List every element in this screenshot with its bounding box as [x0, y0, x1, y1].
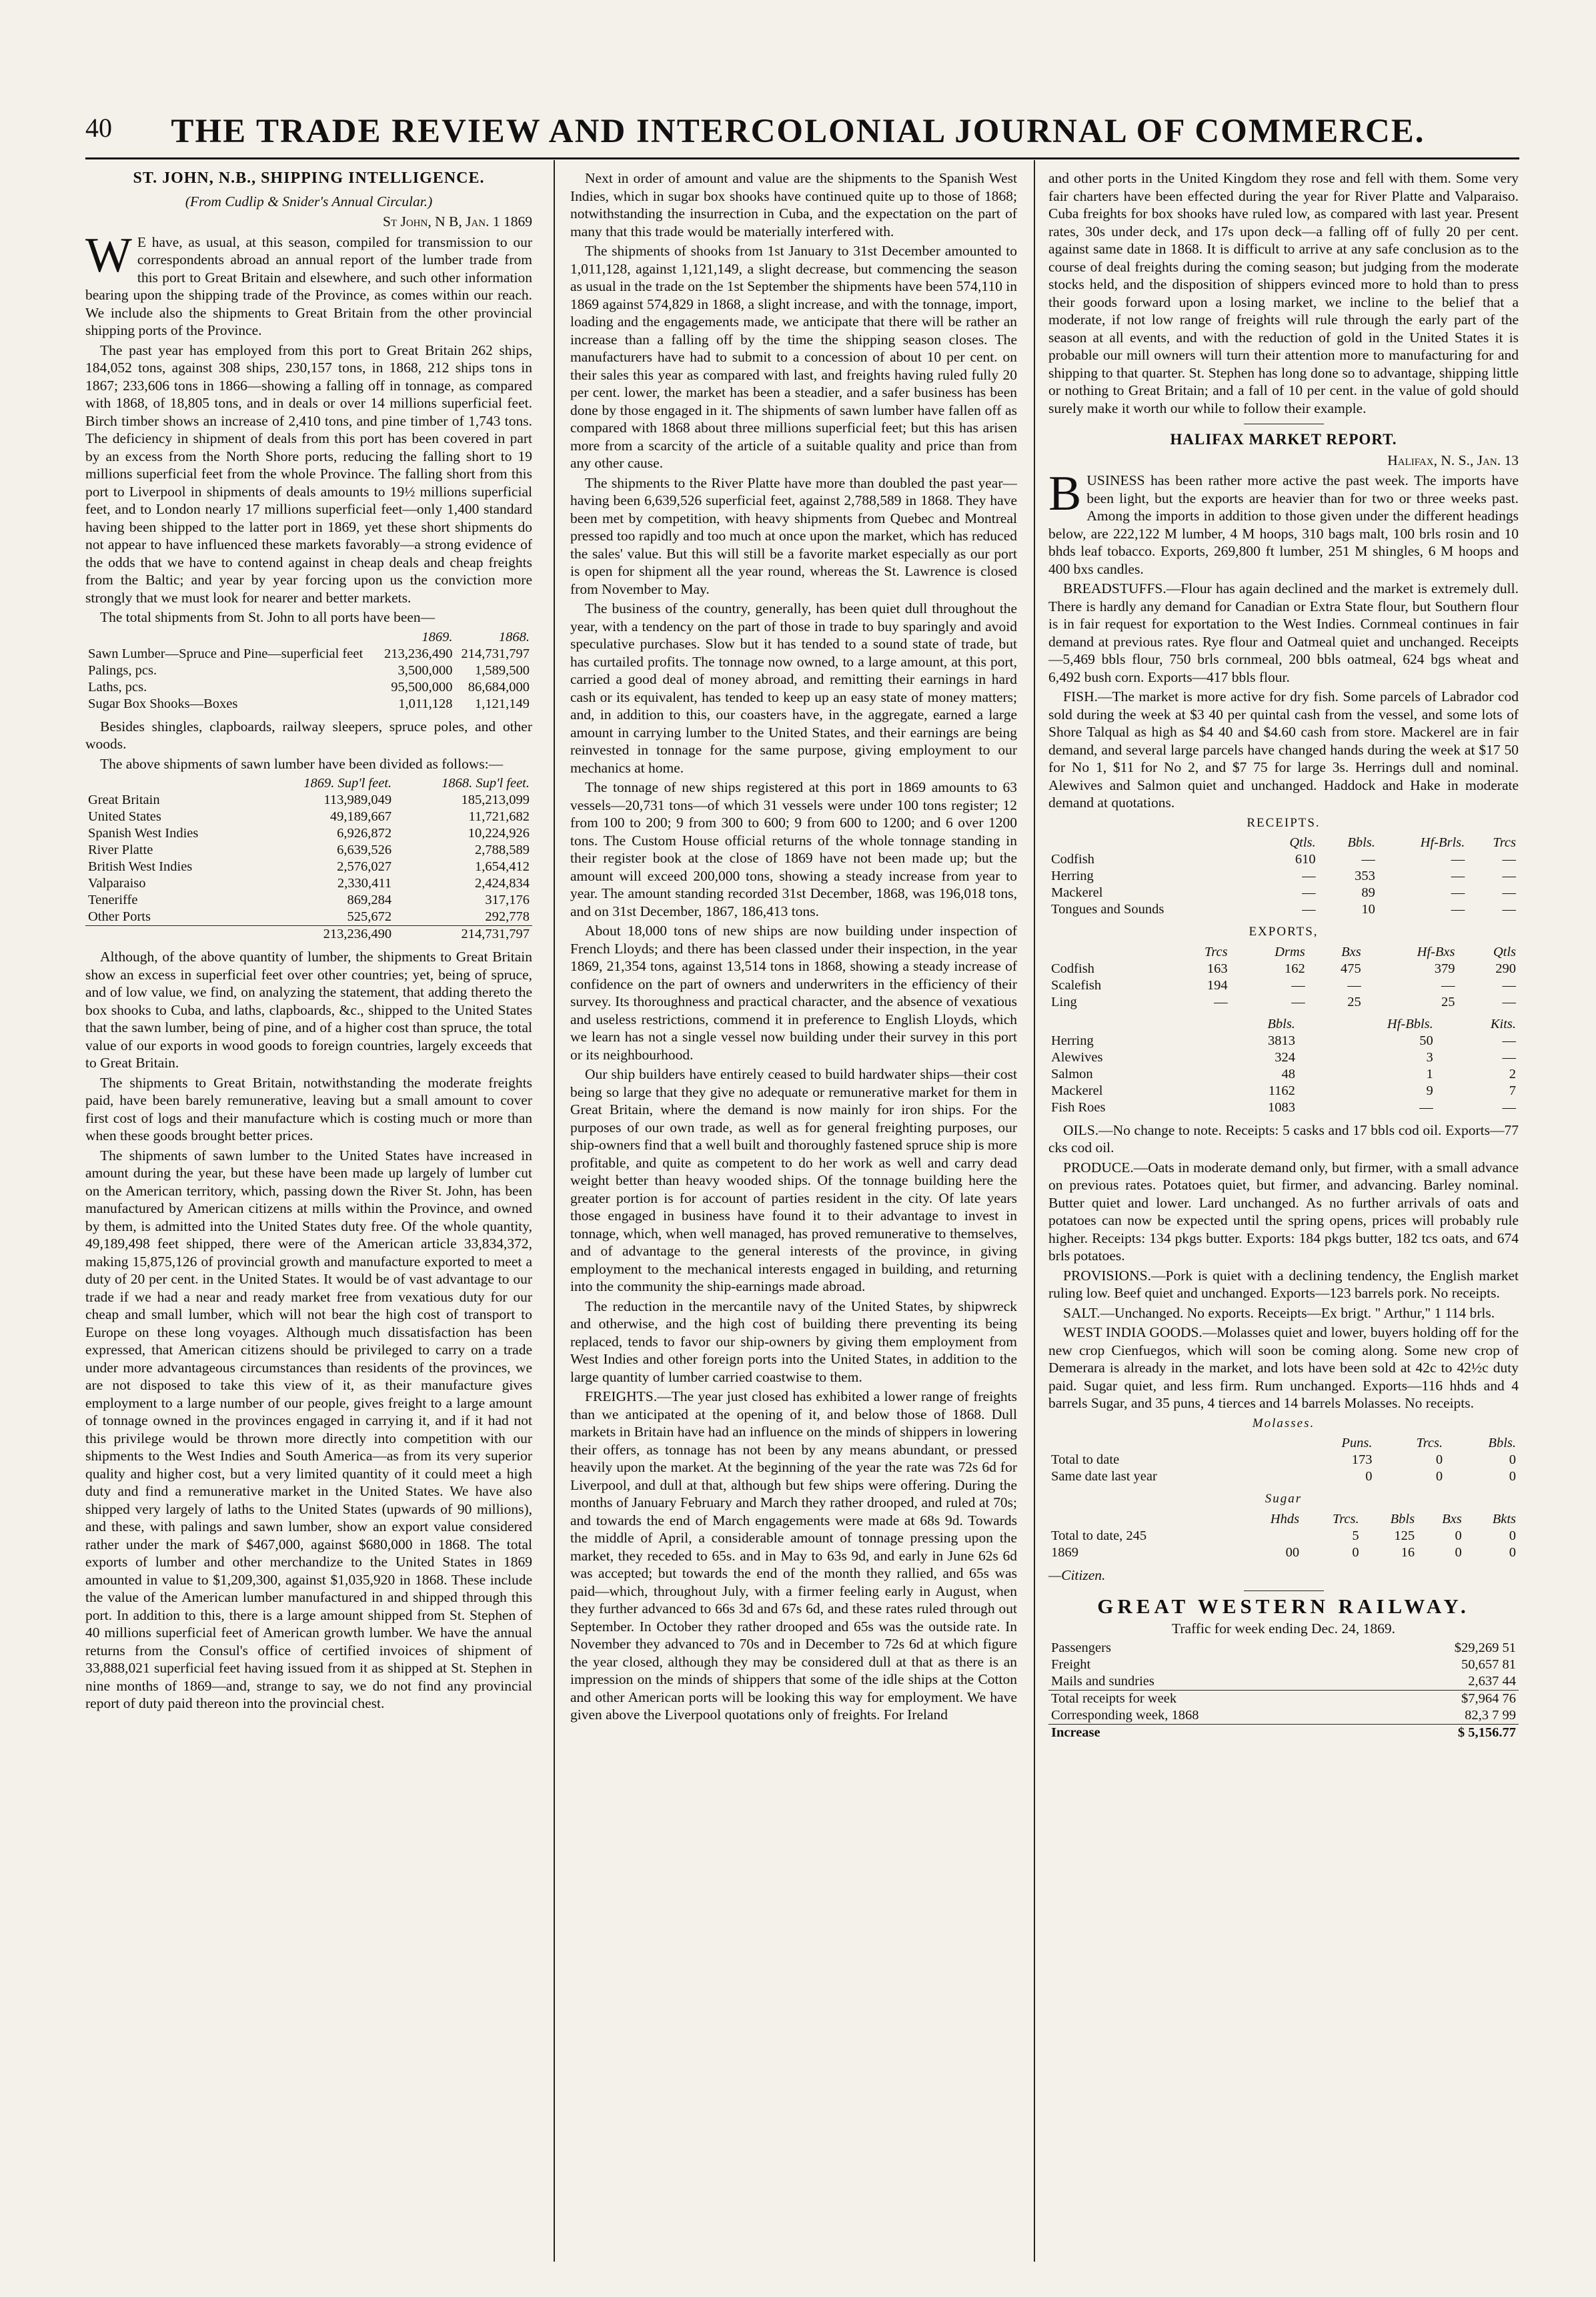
- table-total-row: [1048, 1725, 1519, 1742]
- table-cell: Scalefish: [1051, 977, 1102, 993]
- table-cell: 0: [1509, 1469, 1516, 1484]
- table-cell: 82,3 7 99: [1465, 1708, 1516, 1723]
- column-header: [1048, 1016, 1209, 1033]
- table-cell: 1,121,149: [475, 696, 530, 711]
- table-cell: —: [1502, 977, 1516, 993]
- table-cell: Laths, pcs.: [88, 679, 147, 695]
- table-cell: 213,236,490: [384, 646, 453, 661]
- table-cell: 1: [1426, 1066, 1433, 1081]
- table-cell: 11,721,682: [468, 809, 530, 824]
- table-cell: —: [1502, 994, 1516, 1009]
- table-cell: 0: [1455, 1544, 1462, 1560]
- table-cell: 113,989,049: [323, 793, 392, 807]
- table-cell: 0: [1352, 1544, 1359, 1560]
- column-header: Trcs: [1204, 944, 1228, 959]
- table-cell: Fish Roes: [1051, 1099, 1106, 1115]
- table-cell: 3813: [1267, 1033, 1295, 1048]
- paragraph: The reduction in the mercantile navy of the United States, by shipwreck and otherwise, and the high cost of building there preventing its being replaced, tends to favor our ship-owners by giving them employment from West Indies and other foreign ports into the United States, in addition to the large quantity of lumber carried coastwise to them.: [570, 1298, 1017, 1385]
- table-cell: 86,684,000: [468, 679, 530, 695]
- table-cell: 379: [1434, 961, 1455, 976]
- table-cell: 9: [1426, 1083, 1433, 1098]
- table-cell: —: [1347, 977, 1361, 993]
- receipts-table: [1048, 835, 1519, 918]
- column-header: Trcs: [1493, 835, 1516, 850]
- exports-label: EXPORTS,: [1249, 925, 1319, 939]
- table-cell: Sawn Lumber—Spruce and Pine—superficial feet: [88, 646, 363, 661]
- paragraph: WEST INDIA GOODS.—Molasses quiet and lower, buyers holding off for the new crop Cienfuegos, which will soon be coming along. Some new crop of Demerara is already in the market, and lots have been sold at 42c to 42½c duty paid. Sugar quiet, and less firm. Rum unchanged. Exports—116 hhds and 4 barrels Sugar, and 35 puns, 4 tierces and 14 barrels Molasses. No receipts.: [1048, 1324, 1519, 1411]
- table-cell: 0: [1365, 1469, 1373, 1484]
- table-row: [85, 646, 532, 662]
- table-cell: Freight: [1051, 1657, 1091, 1672]
- column-header: 1869.: [422, 629, 453, 644]
- table-cell: —: [1502, 902, 1516, 917]
- table-row: [85, 679, 532, 696]
- table-cell: 6,926,872: [337, 826, 392, 841]
- paragraph: The shipments to Great Britain, notwithstanding the moderate freights paid, have been barely remunerative, leaving but a small amount to cover first cost of logs and their manufacture which is costing much or more than when these goods brought better prices.: [85, 1074, 532, 1143]
- table-cell: —: [1502, 1099, 1516, 1115]
- table-cell: 353: [1355, 869, 1375, 883]
- table-row: [85, 696, 532, 713]
- table-cell: United States: [88, 809, 161, 824]
- table-cell: 317,176: [485, 893, 530, 907]
- paragraph: The shipments of shooks from 1st January to 31st December amounted to 1,011,128, against 1,121,149, a slight decrease, but commencing the season as usual in the trade on the 1st September the shipments have been 574,110 in 1869 against 574,829 in 1868, a slight increase, and with the tonnage, import, loading and the engagements made, we anticipate that there will be rather an increase than a falling off by the time the shipping season closes. The manufacturers have had to submit to a concession of about 10 per cent. on their sales this year as compared with last, and freights having ruled fully 20 per cent. lower, the market has been a steadier, and a safer business has been done by those engaged in it. The shipments of sawn lumber have fallen off as compared with 1868 about three millions superficial feet; but this has arisen more from a scarcity of the article of a suitable quality and price than from any other cause.: [570, 243, 1017, 471]
- table-cell: 50,657 81: [1461, 1657, 1516, 1672]
- table-cell: 0: [1435, 1452, 1443, 1467]
- table-row: [85, 875, 532, 892]
- table-row: [1048, 1640, 1519, 1657]
- column-header: Bxs: [1442, 1511, 1462, 1526]
- table-cell: —: [1451, 869, 1465, 883]
- intro-text: USINESS has been rather more active the past week. The imports have been light, but the exports are heavier than for two or three weeks past. Among the imports in addition to those given under the different headings below, are 222,122 M lumber, 4 M hoops, 310 bags malt, 100 brls rosin and 10 bhds leaf tobacco. Exports, 269,800 ft lumber, 251 M shingles, 6 M hoops and 400 bxs candles.: [1048, 472, 1519, 577]
- halifax-report-title: HALIFAX MARKET REPORT.: [1170, 431, 1397, 448]
- header-rule: [85, 157, 1519, 159]
- table-cell: 292,778: [485, 909, 530, 924]
- table-cell: 869,284: [347, 893, 392, 907]
- table-cell: Codfish: [1051, 961, 1094, 976]
- table-cell: —: [1361, 852, 1375, 867]
- table-cell: 290: [1495, 961, 1516, 976]
- column-rule-2: [1034, 160, 1035, 2262]
- table-cell: —: [1291, 994, 1305, 1009]
- paragraph: PROVISIONS.—Pork is quiet with a declining tendency, the English market ruling low. Beef quiet and unchanged. Exports—123 barrels pork. No receipts.: [1048, 1267, 1519, 1301]
- table-cell: Valparaiso: [88, 876, 146, 891]
- paragraph: The shipments to the River Platte have more than doubled the past year—having been 6,639,526 superficial feet, against 2,788,589 in 1868. They have been met by competition, with heavy shipments from Quebec and Montreal pressed too rapidly and too much at once upon the market, which has reduced the sales' value. But this will still be a favorite market especially as our port is open for shipment all the year round, whereas the St. Lawrence is closed from November to May.: [570, 474, 1017, 597]
- table-header-row: [1048, 1435, 1519, 1452]
- table-row: [1048, 885, 1519, 901]
- column-header: Bkts: [1492, 1511, 1516, 1526]
- column-header: Hf-Bxs: [1417, 944, 1455, 959]
- gwr-table: [1048, 1640, 1519, 1741]
- table-row: [1048, 1707, 1519, 1725]
- table-cell: 2,424,834: [475, 876, 530, 891]
- table-cell: 6,639,526: [337, 843, 392, 857]
- paragraph: About 18,000 tons of new ships are now building under inspection of French Lloyds; and there has been classed under their inspection, in the year 1869, 21,354 tons, against 13,514 tons in 1868, showing a steady increase of confidence on the part of owners and underwriters in the efficiency of their survey. Its thoroughness and practical character, and the absence of vexatious and useless restrictions, commend it in preference to English Lloyds, which we learn has not a single vessel now building under their survey in this port or its neighbourhood.: [570, 923, 1017, 1063]
- table-cell: 185,213,099: [461, 793, 530, 807]
- table-row: [85, 909, 532, 926]
- table-row: [1048, 961, 1519, 977]
- column-2: [570, 169, 1017, 2271]
- table-cell: 1,011,128: [398, 696, 453, 711]
- paragraph: SALT.—Unchanged. No exports. Receipts—Ex brigt. " Arthur," 1 114 brls.: [1063, 1304, 1495, 1321]
- paragraph: The business of the country, generally, has been quiet dull throughout the year, with a tendency on the part of those in trade to buy sparingly and avoid speculative purchases. Slow but it has tended to a sound state of trade, but has curtailed profits. The tonnage now owned, to a large amount, at this port, carried a good deal of money abroad, and remitting their earnings in hard cash or its equivalent, has tended to keep up an easy state of money matters; and, in addition to this, our coasters have, in the aggregate, earned a large amount in carrying lumber to the United States, and their earnings are being reinvested in tonnage for the same purpose, giving employment to our mechanics at home.: [570, 600, 1017, 776]
- table-cell: $ 5,156.77: [1376, 1725, 1519, 1742]
- table-cell: 89: [1361, 885, 1375, 900]
- table-header-row: [1048, 944, 1519, 961]
- table-header-row: [1048, 1511, 1519, 1528]
- column-1: [85, 169, 532, 2271]
- halifax-intro: [1048, 466, 1519, 578]
- column-header: Trcs.: [1332, 1511, 1359, 1526]
- column-3: [1048, 169, 1519, 2271]
- column-rule-1: [554, 160, 555, 2262]
- column-header: [1048, 1435, 1295, 1452]
- table-cell: $29,269 51: [1454, 1641, 1516, 1655]
- table-row: [85, 809, 532, 825]
- column-header: Hf-Brls.: [1420, 835, 1465, 850]
- column-header: [1048, 944, 1168, 961]
- table-cell: Same date last year: [1051, 1469, 1157, 1484]
- section-divider: [1244, 1590, 1324, 1591]
- table-cell: 0: [1509, 1528, 1516, 1543]
- exports-table: [1048, 944, 1519, 1011]
- halifax-dateline: Halifax, N. S., Jan. 13: [1387, 452, 1519, 468]
- totals-table: [85, 629, 532, 713]
- column-header: Qtls.: [1289, 835, 1316, 850]
- table-cell: —: [1302, 885, 1316, 900]
- sugar-table: [1048, 1511, 1519, 1561]
- table-cell: Increase: [1048, 1725, 1376, 1742]
- intro-text: E have, as usual, at this season, compiled for transmission to our correspondents abroad an annual report of the lumber trade from this port to Great Britain and elsewhere, and such other information bearing upon the shipping trade of the Province, as comes within our reach. We include also the shipments to Great Britain from the other provincial shipping ports of the Province.: [85, 234, 532, 338]
- paragraph: FREIGHTS.—The year just closed has exhibited a lower range of freights than we anticipated at the opening of it, and below those of 1868. Dull markets in Britain have had an influence on the minds of shippers in lowering their offers, as tonnage has not been by any means abundant, or pressed heavily upon the market. At the beginning of the year the rate was 72s 6d for Liverpool, and dull at that, although but few ships were offering. During the months of January February and March they rather drooped, and ruled at 70s; and towards the end of March engagements were made at 68s 9d. Towards the middle of April, a considerable amount of tonnage pressing upon the market, they receded to 65s. and in May to 63s 9d, and early in June 62s 6d was accepted; but towards the end of the month they rallied, and 65s was paid—which, throughout July, with a firmer feeling early in August, when they further advanced to 66s 3d and 67s 6d, and these rates ruled through out September. In October they rather drooped and 65s was the outside rate. In November they advanced to 70s and in December to 72s 6d at which figure the year closed, although they may be considered dull at that as there is an impression on the minds of shippers that some of the idle ships at the Cotton and other American ports will be looking this way for employment. We have given above the Liverpool quotations only of freights. For Ireland: [570, 1388, 1017, 1723]
- table-cell: —: [1451, 852, 1465, 867]
- table-cell: 3: [1426, 1049, 1433, 1065]
- paragraph: The shipments of sawn lumber to the United States have increased in amount during the year, but these have been made up largely of lumber cut on the American territory, which, passing down the River St. John, has been manufactured by American citizens at mills within the Province, and owned by them, is admitted into the United States duty free. Of the whole quantity, 49,189,498 feet shipped, there were of the American article 33,834,372, making 15,875,126 of provincial growth and manufacture exported to meet a duty of 20 per cent. in the United States. It would be of vast advantage to our trade if we had a near and ready market free from vexatious duty for our cheap and small lumber, which will not bear the high cost of transport to Europe on these long voyages. Although much dissatisfaction has been expressed, that American citizens should be privileged to carry on a trade under more advantageous circumstances than residents of the provinces, we are not disposed to take this view of it, as their manufacture gives employment to a large number of our people, gives freight to a large amount of tonnage owned in the provinces engaged in carrying it, and if it had not this privilege would be thrown more directly into competition with our shipments to the West Indies and South America—as from its very superior quality and higher cost, but a very limited quantity of it could meet a high duty and find a remunerative market in the United States. We have also shipped very largely of laths to the United States (upwards of 90 millions), and these, with palings and sawn lumber, show an export value considered rather under the mark of $467,000, against $680,000 in 1868. The total exports of lumber and other merchandize to the United States in 1869 amounted in value to $1,209,300, against $1,035,920 in 1868. These include the value of the American lumber manufactured in and shipped through this port. In addition to this, there is a large amount shipped from St. Stephen of 40 millions superficial feet of American growth lumber. We have the annual returns from the Consul's office of certified invoices of shipment of 33,888,021 superficial feet having issued from it as shipped at St. Stephen in nine months of 1869—and, strange to say, we do not find any provincial report of duty paid thereon into the provincial chest.: [85, 1147, 532, 1711]
- table-cell: —: [1214, 994, 1228, 1009]
- table-cell: 214,731,797: [394, 926, 532, 943]
- column-header: [1048, 835, 1261, 851]
- table-cell: 7: [1509, 1083, 1516, 1098]
- table-cell: Mackerel: [1051, 885, 1103, 900]
- table-cell: 5: [1352, 1528, 1359, 1543]
- column-header: Drms: [1275, 944, 1305, 959]
- table-row: [1048, 1083, 1519, 1099]
- table-cell: Herring: [1051, 869, 1094, 883]
- table-cell: [85, 926, 256, 943]
- intro-paragraph: [85, 227, 532, 340]
- table-row: [1048, 868, 1519, 885]
- table-cell: —: [1302, 869, 1316, 883]
- column-header: Bxs: [1341, 944, 1361, 959]
- table-note: Besides shingles, clapboards, railway sleepers, spruce poles, and other woods.: [85, 718, 532, 752]
- column-header: 1868. Sup'l feet.: [442, 776, 530, 791]
- table-cell: Total to date: [1051, 1452, 1120, 1467]
- table-cell: 610: [1295, 852, 1316, 867]
- paragraph: and other ports in the United Kingdom they rose and fell with them. Some very fair charters have been effected during the year for River Platte and Valparaiso. Cuba freights for box shooks have ruled low, as compared with last year. Present rates, 30s under deck, and 17s upon deck—a falling off of fully 20 per cent. against same date in 1868. It is difficult to arrive at any safe conclusion as to the course of deal freights during the coming season; but judging from the moderate stocks held, and the disposition of shippers evinced more to hold than to press their goods forward upon a losing market, we incline to the belief that a moderate, if not low range of freights will rule through the early part of the season at all events, and with the reduction of gold in the United States it is probable our mill owners will turn their attention more to manufacturing for and shipping to that quarter. St. Stephen has long done so to advantage, shipping little or nothing to Great Britain; and a fall of 10 per cent. in the value of gold should surely make it worth our while to follow their example.: [1048, 170, 1519, 416]
- table-cell: 1162: [1268, 1083, 1295, 1098]
- paragraph: Although, of the above quantity of lumber, the shipments to Great Britain show an excess in superficial feet over other countries; yet, being of spruce, and of low value, we find, on analyzing the statement, that adding thereto the box shooks to Cuba, and laths, clapboards, &c., shipped to the United States that the sawn lumber, being of pine, and of a higher cost than spruce, the total value of our exports in wood goods to foreign countries, largely exceeds that to Great Britain.: [85, 949, 532, 1071]
- table-cell: 173: [1351, 1452, 1373, 1467]
- paragraph: The past year has employed from this port to Great Britain 262 ships, 184,052 tons, against 308 ships, 230,157 tons, in 1868, 212 ships tons in 1867; 233,606 tons in 1866—showing a falling off in tonnage, as compared with 1868, of 18,805 tons, and in deals or over 14 millions superficial feet. Birch timber shows an increase of 2,410 tons, and pine timber of 1,743 tons. The deficiency in shipment of deals from this port has been covered in part by an excess from the North Shore ports, reducing the falling short to 19 millions superficial feet from the whole Province. The falling short from this port to Liverpool in shipments of deals amounts to 19½ millions superficial feet, and to London nearly 17 millions superficial feet—only 1,400 standard having been shipped to the latter port in 1869, yet these short shipments do not appear to have influenced these markets favorably—a strong evidence of the odds that we have to contend against in cheap deals and cheap freights from the Baltic; and year by year forcing upon us the conviction more strongly that we must look for nearer and better markets.: [85, 342, 532, 606]
- sugar-label: Sugar: [1265, 1492, 1303, 1506]
- table-cell: 3,500,000: [397, 662, 453, 678]
- table-cell: 50: [1419, 1033, 1433, 1048]
- table-cell: 475: [1340, 961, 1361, 976]
- table-cell: 1,654,412: [475, 859, 530, 874]
- table-cell: Total receipts for week: [1048, 1691, 1376, 1708]
- table-row: [1048, 994, 1519, 1011]
- table-cell: —: [1451, 902, 1465, 917]
- table-cell: 48: [1281, 1066, 1295, 1081]
- table-row: [85, 792, 532, 809]
- paragraph: Next in order of amount and value are the shipments to the Spanish West Indies, which in sugar box shooks have continued quite up to those of 1868; notwithstanding the insurrection in Cuba, and the expectation on the part of many that this trade would be materially interfered with.: [570, 170, 1017, 240]
- table-cell: 163: [1207, 961, 1228, 976]
- table-cell: 525,672: [347, 909, 392, 924]
- table-cell: 95,500,000: [391, 679, 453, 695]
- table-row: [85, 662, 532, 679]
- table-cell: —: [1291, 977, 1305, 993]
- table-cell: —: [1502, 852, 1516, 867]
- table-cell: 324: [1275, 1049, 1295, 1065]
- table-row: [1048, 1066, 1519, 1083]
- table-cell: 214,731,797: [461, 646, 530, 661]
- table-cell: Total to date, 245: [1051, 1528, 1147, 1543]
- table-cell: —: [1502, 1033, 1516, 1048]
- table-cell: 2,637 44: [1468, 1674, 1516, 1689]
- table-cell: 2,330,411: [337, 876, 392, 891]
- table-cell: 162: [1284, 961, 1305, 976]
- table-row: [1048, 1468, 1519, 1485]
- table-cell: Salmon: [1051, 1066, 1093, 1081]
- paragraph: The tonnage of new ships registered at this port in 1869 amounts to 63 vessels—20,731 tons—of which 31 vessels were under 100 tons register; 12 from 100 to 200; 9 from 300 to 600; 9 from 600 to 1200; and 6 over 1200 tons. The Custom House official returns of the whole tonnage standing in their register book at the close of 1869 have not been made up; but the amount will exceed 200,000 tons, showing a steady increase from year to year. The amount standing recorded 31st December, 1868, was 196,018 tons, and on 31st December, 1867, 186,413 tons.: [570, 779, 1017, 919]
- table-row: [85, 892, 532, 909]
- table-cell: 2: [1509, 1066, 1516, 1081]
- table-row: [1048, 1657, 1519, 1673]
- molasses-table: [1048, 1435, 1519, 1485]
- table-cell: 25: [1441, 994, 1455, 1009]
- paragraph: PRODUCE.—Oats in moderate demand only, but firmer, with a small advance on previous rates. Potatoes quiet, but firmer, and advancing. Barley nominal. Butter quiet and lower. Lard unchanged. As no further arrivals of oats and potatoes can now be expected until the spring opens, prices will probably rule higher. Receipts: 134 pkgs butter. Exports: 184 pkgs butter, 182 tcs oats, and 674 brls potatoes.: [1048, 1159, 1519, 1264]
- table-cell: 10: [1361, 902, 1375, 917]
- column-header: 1868.: [498, 629, 530, 644]
- table-cell: Mails and sundries: [1051, 1674, 1154, 1689]
- column-header: Trcs.: [1416, 1436, 1443, 1450]
- table-total-row: [1048, 1691, 1519, 1708]
- drop-cap: W: [85, 227, 132, 283]
- table-cell: —: [1451, 885, 1465, 900]
- gwr-subtitle: Traffic for week ending Dec. 24, 1869.: [1172, 1620, 1395, 1637]
- column-header: [85, 629, 378, 646]
- table-cell: 0: [1455, 1528, 1462, 1543]
- table-cell: $7,964 76: [1376, 1691, 1519, 1708]
- table-cell: 1869: [1051, 1544, 1078, 1560]
- table-header-row: [1048, 835, 1519, 851]
- table-cell: Sugar Box Shooks—Boxes: [88, 696, 238, 711]
- table-cell: [1238, 1528, 1302, 1544]
- table-row: [1048, 901, 1519, 918]
- paragraph: FISH.—The market is more active for dry fish. Some parcels of Labrador cod sold during the week at $3 40 per quintal cash from the vessel, and some lots of Shore Talqual as high as $4 40 and $4.60 cash from store. Mackerel are in fair demand, and several large parcels have changed hands during the week at $17 50 for No 1, $11 for No 2, and $7 75 for large 3s. Herrings dull and nominal. Alewives and Salmon quiet and unchanged. Haddock and Hake in moderate demand at quotations.: [1048, 688, 1519, 811]
- table-cell: Corresponding week, 1868: [1051, 1708, 1199, 1723]
- column-header: Bbls.: [1267, 1016, 1295, 1031]
- column-header: Hf-Bbls.: [1387, 1016, 1433, 1031]
- column-header: Kits.: [1490, 1016, 1516, 1031]
- column-header: Bbls: [1390, 1511, 1415, 1526]
- table-cell: 25: [1347, 994, 1361, 1009]
- table-row: [1048, 977, 1519, 994]
- column-header: Hhds: [1270, 1511, 1300, 1526]
- table-cell: 2,576,027: [337, 859, 392, 874]
- table-cell: —: [1441, 977, 1455, 993]
- table-cell: —: [1502, 869, 1516, 883]
- table-cell: Herring: [1051, 1033, 1094, 1048]
- destinations-table: [85, 775, 532, 943]
- paragraph: The total shipments from St. John to all ports have been—: [100, 609, 436, 625]
- table-row: [1048, 1544, 1519, 1561]
- table-row: [1048, 1673, 1519, 1691]
- table-cell: —: [1302, 902, 1316, 917]
- table-cell: Other Ports: [88, 909, 151, 924]
- table-header-row: [1048, 1016, 1519, 1033]
- table-cell: 49,189,667: [329, 809, 392, 824]
- table-cell: 1083: [1267, 1099, 1295, 1115]
- table-cell: 0: [1509, 1544, 1516, 1560]
- journal-title: THE TRADE REVIEW AND INTERCOLONIAL JOURNAL OF COMMERCE.: [171, 113, 1425, 150]
- drop-cap: B: [1048, 466, 1082, 521]
- table-total-row: [85, 926, 532, 943]
- table-cell: River Platte: [88, 843, 153, 857]
- table-cell: 2,788,589: [475, 843, 530, 857]
- article-source: (From Cudlip & Snider's Annual Circular.): [185, 193, 433, 209]
- table-row: [1048, 1528, 1519, 1544]
- table-cell: Teneriffe: [88, 893, 138, 907]
- page-number: 40: [85, 113, 112, 143]
- table-cell: Palings, pcs.: [88, 662, 157, 678]
- molasses-label: Molasses.: [1252, 1416, 1315, 1430]
- table-cell: British West Indies: [88, 859, 193, 874]
- table-cell: 125: [1394, 1528, 1415, 1543]
- article-title-st-john: ST. JOHN, N.B., SHIPPING INTELLIGENCE.: [133, 169, 485, 187]
- table-row: [1048, 1033, 1519, 1049]
- table-cell: Passengers: [1051, 1641, 1111, 1655]
- table-cell: Ling: [1051, 994, 1077, 1009]
- table-cell: 213,236,490: [256, 926, 394, 943]
- table-cell: —: [1502, 1049, 1516, 1065]
- table-cell: Great Britain: [88, 793, 160, 807]
- column-header: Bbls.: [1488, 1436, 1516, 1450]
- column-header: Qtls: [1493, 944, 1516, 959]
- table-cell: Alewives: [1051, 1049, 1103, 1065]
- column-header: Bbls.: [1347, 835, 1375, 850]
- paragraph: Our ship builders have entirely ceased to build hardwater ships—their cost being so large that they give no adequate or remunerative market for them in Great Britain, where the demand is now mainly for iron ships. For the purposes of our own trade, as well as for general freighting purposes, our ship-owners find that a well built and thoroughly fastened spruce ship is more profitable, and quite as competent to do her work as well and carry dead weight better than heavy wooded ships. Of the tonnage building here the greater portion is for account of parties resident in the city. Of late years those engaged in business have found it to their advantage to invest in tonnage, which, when well managed, has proved remunerative to themselves, and of advantage to the general interests of the province, in giving employment to the mechanical interests engaged in building, and returning into the community the ship-earnings made abroad.: [570, 1066, 1017, 1294]
- column-header: Puns.: [1341, 1436, 1373, 1450]
- table-row: [85, 859, 532, 875]
- gwr-title: GREAT WESTERN RAILWAY.: [1097, 1594, 1470, 1618]
- paragraph: The above shipments of sawn lumber have been divided as follows:—: [100, 755, 504, 772]
- article-dateline: St John, N B, Jan. 1 1869: [382, 213, 532, 229]
- column-header: [1048, 1511, 1238, 1528]
- exports-barrels-table: [1048, 1016, 1519, 1116]
- table-row: [85, 825, 532, 842]
- table-cell: —: [1502, 885, 1516, 900]
- column-header: [85, 775, 256, 792]
- table-row: [1048, 1049, 1519, 1066]
- receipts-label: RECEIPTS.: [1247, 815, 1321, 830]
- source-credit: —Citizen.: [1048, 1566, 1106, 1583]
- table-header-row: [85, 629, 532, 646]
- table-cell: Codfish: [1051, 852, 1094, 867]
- paragraph: OILS.—No change to note. Receipts: 5 casks and 17 bbls cod oil. Exports—77 cks cod oil.: [1048, 1121, 1519, 1156]
- table-header-row: [85, 775, 532, 792]
- table-cell: 00: [1285, 1544, 1300, 1560]
- table-cell: 16: [1401, 1544, 1415, 1560]
- table-cell: Spanish West Indies: [88, 826, 199, 841]
- paragraph: BREADSTUFFS.—Flour has again declined and the market is extremely dull. There is hardly any demand for Canadian or Extra State flour, but Southern flour is in fair request for exportation to the West Indies. Cornmeal continues in fair demand at previous rates. Rye flour and Oatmeal quiet and unchanged. Receipts—5,469 bbls flour, 750 brls cornmeal, 200 bbls oatmeal, 624 bgs wheat and 6,492 bush corn. Exports—417 bbls flour.: [1048, 580, 1519, 685]
- table-cell: 1,589,500: [475, 662, 530, 678]
- table-cell: 0: [1435, 1469, 1443, 1484]
- table-cell: Mackerel: [1051, 1083, 1103, 1098]
- table-cell: Tongues and Sounds: [1051, 902, 1164, 917]
- table-row: [85, 842, 532, 859]
- table-row: [1048, 851, 1519, 868]
- column-header: 1869. Sup'l feet.: [303, 776, 392, 791]
- table-cell: 10,224,926: [468, 826, 530, 841]
- table-row: [1048, 1099, 1519, 1116]
- table-cell: 194: [1207, 977, 1228, 993]
- table-cell: 0: [1509, 1452, 1516, 1467]
- table-row: [1048, 1452, 1519, 1468]
- table-cell: —: [1419, 1099, 1433, 1115]
